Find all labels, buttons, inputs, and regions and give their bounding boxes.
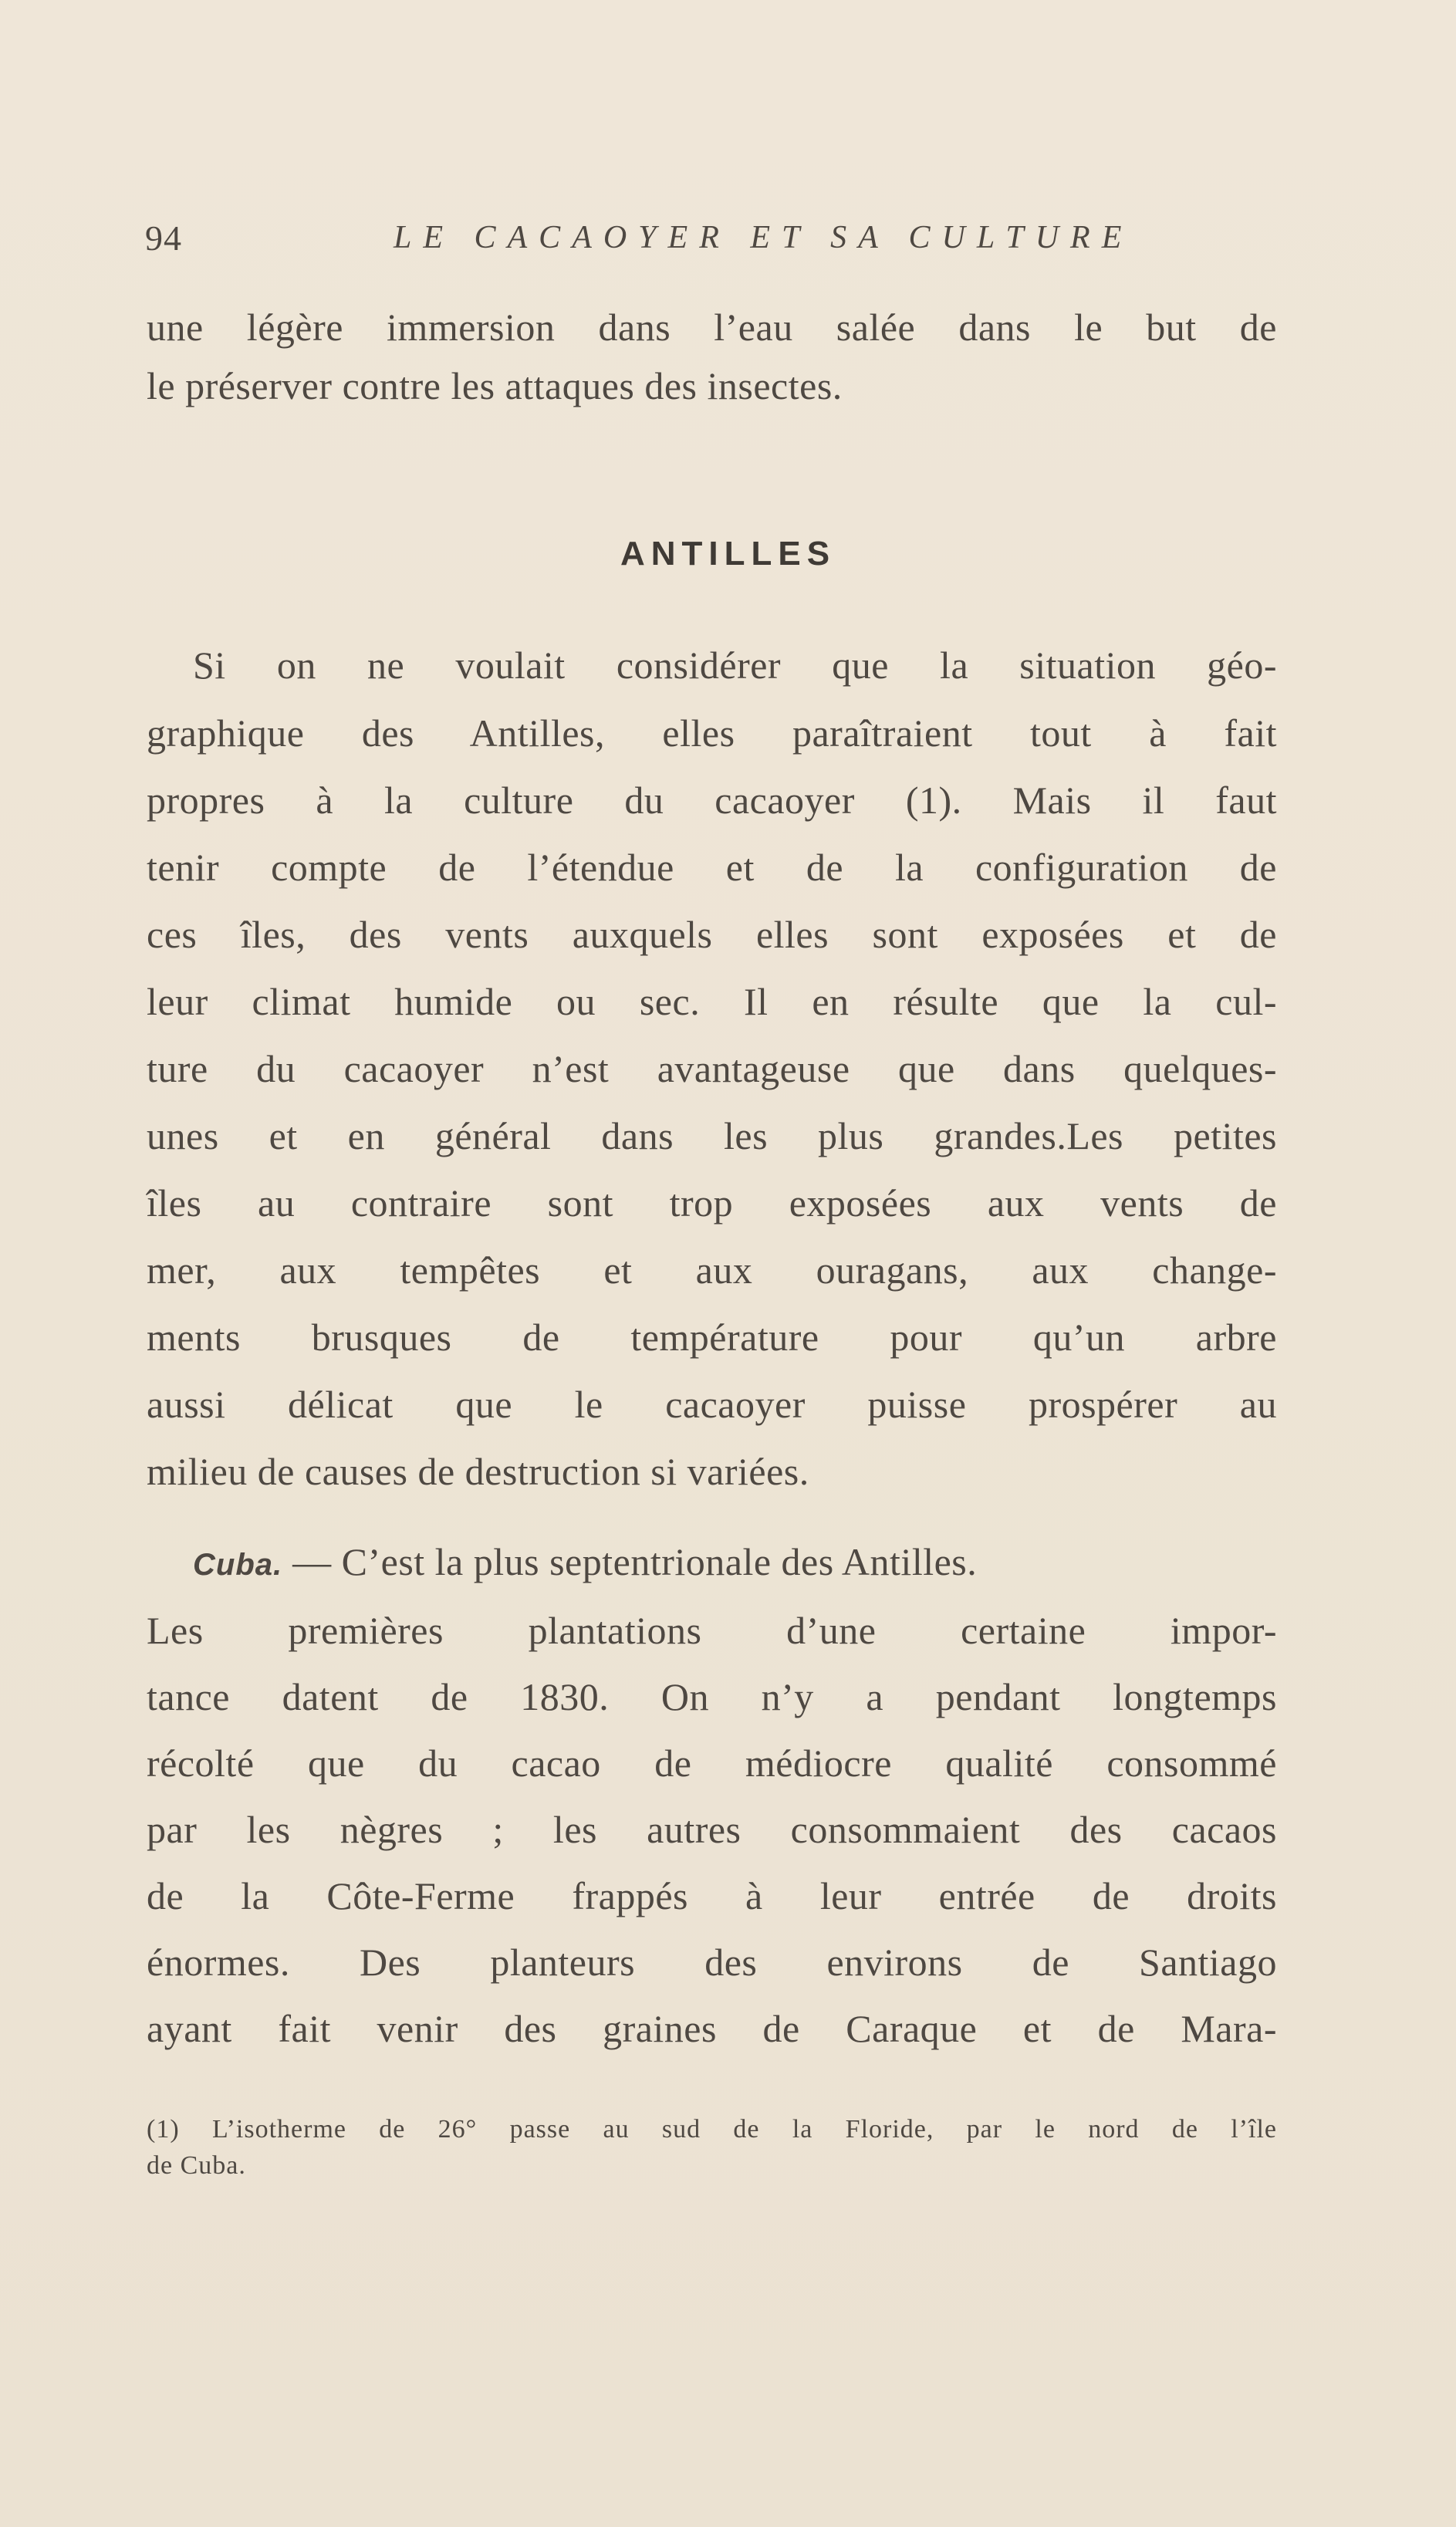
text-line: par les nègres ; les autres consommaient des cacaos — [147, 1808, 1277, 1851]
text-line: ture du cacaoyer n’est avantageuse que dans quelques- — [147, 1047, 1277, 1090]
page-header — [145, 218, 1272, 264]
text-line: unes et en général dans les plus grandes.Les petites — [147, 1114, 1277, 1157]
running-title: LE CACAOYER ET SA CULTURE — [394, 220, 1133, 255]
text-line: Les premières plantations d’une certaine impor- — [147, 1609, 1277, 1652]
text-line: une légère immersion dans l’eau salée dans le but de — [147, 306, 1277, 349]
text-line: de la Côte-Ferme frappés à leur entrée de droits — [147, 1874, 1277, 1917]
text-line: ces îles, des vents auxquels elles sont exposées et de — [147, 913, 1277, 956]
text-line: leur climat humide ou sec. Il en résulte que la cul- — [147, 980, 1277, 1023]
text-line: graphique des Antilles, elles paraîtraient tout à fait — [147, 711, 1277, 755]
text-line: le préserver contre les attaques des insectes. — [147, 364, 843, 407]
text-line: tance datent de 1830. On n’y a pendant longtemps — [147, 1675, 1277, 1718]
text-line: îles au contraire sont trop exposées aux vents de — [147, 1181, 1277, 1225]
text-line: milieu de causes de destruction si variées. — [147, 1450, 809, 1493]
text-line: mer, aux tempêtes et aux ouragans, aux change- — [147, 1248, 1277, 1292]
text-line: tenir compte de l’étendue et de la configuration de — [147, 846, 1277, 889]
footnote-line: (1) L’isotherme de 26° passe au sud de la Floride, par le nord de l’île — [147, 2115, 1277, 2144]
text-line: Si on ne voulait considérer que la situation géo- — [193, 644, 1277, 687]
text-line: ments brusques de température pour qu’un arbre — [147, 1316, 1277, 1359]
text-line — [193, 1539, 1277, 1588]
text-line: récolté que du cacao de médiocre qualité consommé — [147, 1742, 1277, 1785]
text-line: aussi délicat que le cacaoyer puisse prospérer au — [147, 1383, 1277, 1426]
inline-heading: Cuba. — [193, 1548, 283, 1582]
text-line: énormes. Des planteurs des environs de Santiago — [147, 1941, 1277, 1984]
page-number: 94 — [145, 218, 182, 258]
text-line: propres à la culture du cacaoyer (1). Mais il faut — [147, 779, 1277, 822]
text-line-rest: — C’est la plus septentrionale des Antilles. — [282, 1540, 978, 1583]
text-line: ayant fait venir des graines de Caraque et de Mara- — [147, 2007, 1277, 2050]
section-heading: ANTILLES — [620, 535, 836, 573]
footnote-line: de Cuba. — [147, 2151, 246, 2180]
